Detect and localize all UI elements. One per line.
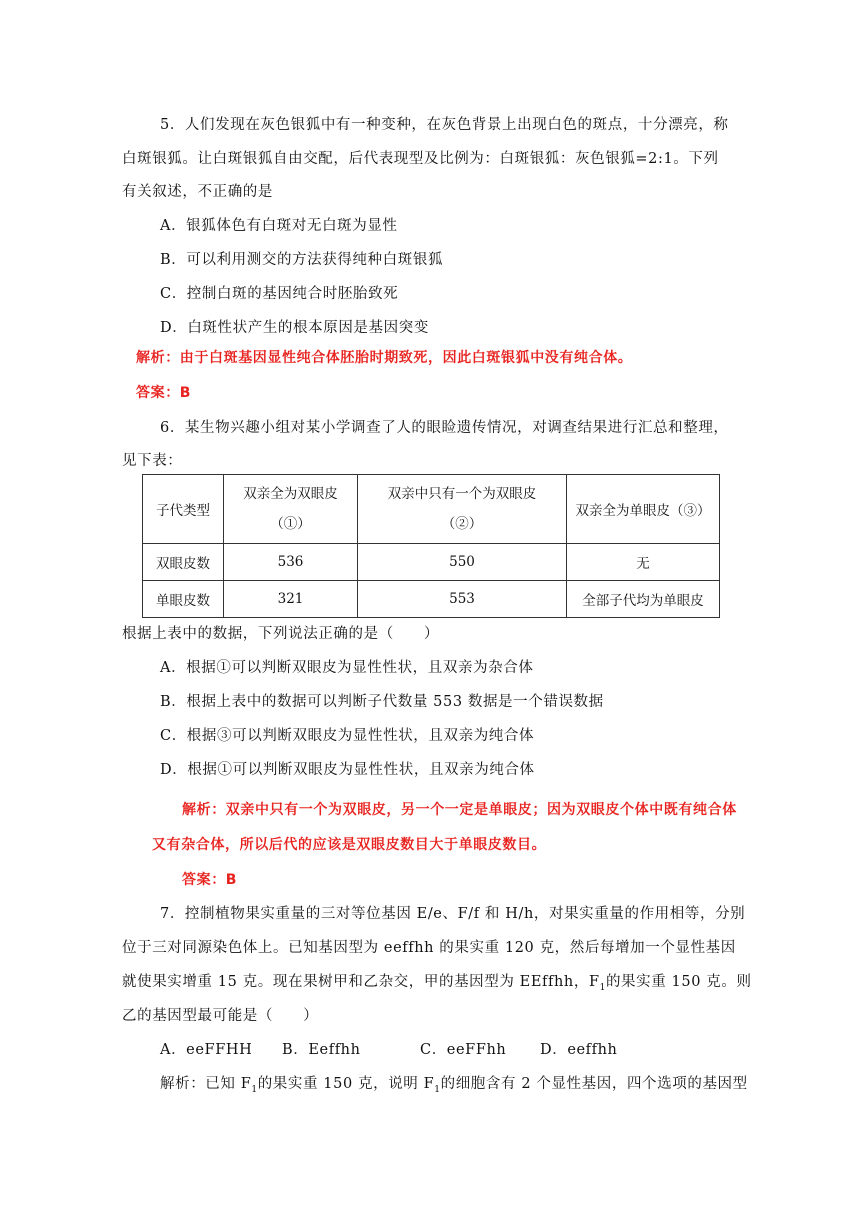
table-cell: 全部子代均为单眼皮 <box>567 581 720 618</box>
table-cell: 553 <box>358 581 567 618</box>
q5-option-c: C．控制白斑的基因纯合时胚胎致死 <box>160 286 399 302</box>
q5-option-b: B．可以利用测交的方法获得纯种白斑银狐 <box>160 252 444 268</box>
table-cell: 单眼皮数 <box>143 581 224 618</box>
q5-stem-line-3: 有关叙述，不正确的是 <box>122 184 273 200</box>
f1-subscript: 1 <box>599 982 606 993</box>
q6-question: 根据上表中的数据，下列说法正确的是（ ） <box>122 626 440 642</box>
q7-stem-line-3 <box>122 970 752 993</box>
header-both-double-label: 双亲全为双眼皮 <box>243 486 338 502</box>
q6-option-d: D．根据①可以判断双眼皮为显性性状，且双亲为纯合体 <box>160 762 535 778</box>
f1-subscript: 1 <box>434 1084 441 1095</box>
q7-option-d: D．eeffhh <box>540 1042 618 1058</box>
header-both-double-marker: （①） <box>270 516 311 532</box>
q7-analysis-part-3: 的细胞含有 2 个显性基因，四个选项的基因型 <box>440 1076 748 1092</box>
q7-stem-line-1: 7．控制植物果实重量的三对等位基因 E/e、F/f 和 H/h，对果实重量的作用相等，分别 <box>160 906 746 922</box>
table-cell: 536 <box>224 544 358 581</box>
header-one-double-marker: （②） <box>441 516 483 532</box>
q5-stem-line-2: 白斑银狐。让白斑银狐自由交配，后代表现型及比例为：白斑银狐：灰色银狐=2:1。下列 <box>122 151 719 167</box>
q6-answer: 答案：B <box>182 872 238 888</box>
header-both-double <box>224 475 358 544</box>
table-cell: 无 <box>567 544 720 581</box>
q6-option-b: B．根据上表中的数据可以判断子代数量 553 数据是一个错误数据 <box>160 694 604 710</box>
q7-option-a: A．eeFFHH <box>160 1042 253 1058</box>
header-one-double <box>358 475 567 544</box>
q7-analysis-part-2: 的果实重 150 克，说明 F <box>257 1076 435 1092</box>
q6-analysis-line-1: 解析：双亲中只有一个为双眼皮，另一个一定是单眼皮；因为双眼皮个体中既有纯合体 <box>182 802 737 818</box>
table-row <box>143 581 720 618</box>
q6-option-c: C．根据③可以判断双眼皮为显性性状，且双亲为纯合体 <box>160 728 535 744</box>
q7-stem-line-3-part-1: 就使果实增重 15 克。现在果树甲和乙杂交，甲的基因型为 EEffhh，F <box>122 974 600 990</box>
header-one-double-label: 双亲中只有一个为双眼皮 <box>387 486 537 502</box>
q7-stem-line-4: 乙的基因型最可能是（ ） <box>122 1008 319 1024</box>
q5-analysis: 解析：由于白斑基因显性纯合体胚胎时期致死，因此白斑银狐中没有纯合体。 <box>136 350 633 366</box>
q7-analysis-part-1: 解析：已知 F <box>160 1076 252 1092</box>
q7-analysis <box>160 1072 748 1095</box>
q5-option-d: D．白斑性状产生的根本原因是基因突变 <box>160 320 429 336</box>
q5-option-a: A．银狐体色有白斑对无白斑为显性 <box>160 218 398 234</box>
table-cell: 550 <box>358 544 567 581</box>
header-both-single: 双亲全为单眼皮（③） <box>567 475 720 544</box>
table-row <box>143 544 720 581</box>
q7-stem-line-3-part-2: 的果实重 150 克。则 <box>605 974 752 990</box>
q7-option-b: B．Eeffhh <box>282 1042 361 1058</box>
table-cell: 双眼皮数 <box>143 544 224 581</box>
table-cell: 321 <box>224 581 358 618</box>
genotype-table <box>142 474 720 618</box>
q6-analysis-line-2: 又有杂合体，所以后代的应该是双眼皮数目大于单眼皮数目。 <box>152 837 547 853</box>
table-header-row <box>143 475 720 544</box>
q7-stem-line-2: 位于三对同源染色体上。已知基因型为 eeffhh 的果实重 120 克，然后每增加一个显性基因 <box>122 940 736 956</box>
q5-stem-line-1: 5．人们发现在灰色银狐中有一种变种，在灰色背景上出现白色的斑点，十分漂亮，称 <box>160 117 729 133</box>
q7-option-c: C．eeFFhh <box>420 1042 507 1058</box>
q6-stem-line-1: 6．某生物兴趣小组对某小学调查了人的眼睑遗传情况，对调查结果进行汇总和整理， <box>160 420 729 436</box>
q6-option-a: A．根据①可以判断双眼皮为显性性状，且双亲为杂合体 <box>160 660 534 676</box>
q5-answer: 答案：B <box>136 385 192 401</box>
f1-subscript: 1 <box>251 1084 258 1095</box>
q6-stem-line-2: 见下表： <box>122 453 183 469</box>
header-offspring-type: 子代类型 <box>143 475 224 544</box>
